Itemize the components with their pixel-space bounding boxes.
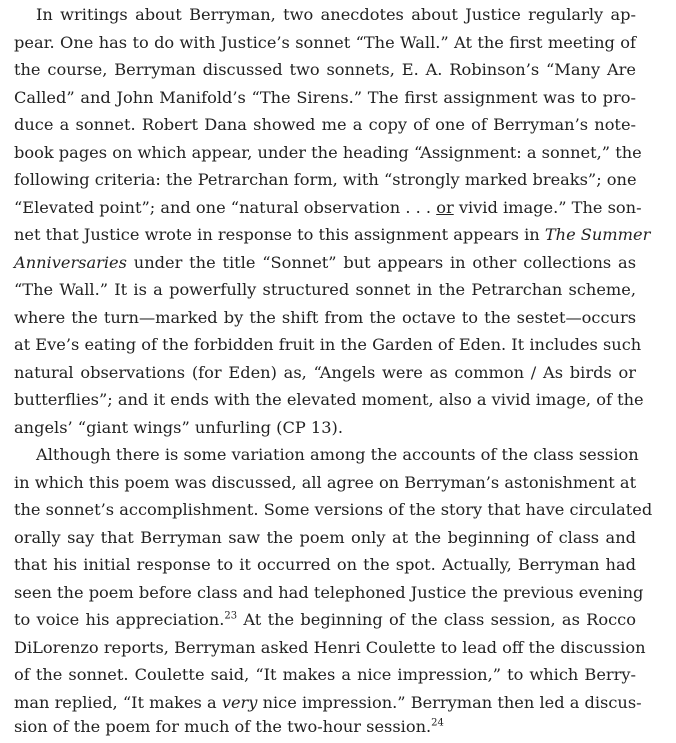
text-line [14,359,636,387]
italic-text: very [221,693,258,712]
text-run: angels’ “giant wings” unfurling (CP 13). [14,418,343,437]
text-run: In writings about Berryman, two anecdotes about Justice regularly ap- [36,5,636,24]
footnote-marker: 24 [431,717,444,729]
text-line [14,276,636,304]
text-run: to voice his appreciation. [14,610,225,629]
text-line [14,634,646,662]
text-line [14,29,636,57]
text-line [14,713,636,741]
text-run: where the turn—marked by the shift from the octave to the sestet—occurs [14,308,636,327]
underlined-text: or [436,198,454,217]
text-run: net that Justice wrote in response to this assignment appears in [14,225,545,244]
text-run: orally say that Berryman saw the poem only at the beginning of class and [14,528,636,547]
text-run: “Elevated point”; and one “natural observation . . . [14,198,437,217]
text-line [14,551,636,579]
text-run: butterflies”; and it ends with the elevated moment, also a vivid image, of the [14,390,644,409]
text-line [14,496,653,524]
footnote-marker: 23 [224,610,238,622]
text-line [14,84,636,112]
text-line [14,304,636,332]
text-line [14,606,636,634]
text-line [36,1,636,29]
text-line [14,469,636,497]
italic-text: Anniversaries [14,253,127,272]
text-line [14,386,644,414]
text-run: of the sonnet. Coulette said, “It makes a nice impression,” to which Berry- [14,665,636,684]
text-run: under the title “Sonnet” but appears in other collections as [126,253,636,272]
text-line [14,166,636,194]
text-line [14,414,636,442]
text-run: DiLorenzo reports, Berryman asked Henri Coulette to lead off the discussion [14,638,646,657]
text-run: pear. One has to do with Justice’s sonnet “The Wall.” At the first meeting of [14,33,636,52]
text-run: at Eve’s eating of the forbidden fruit in the Garden of Eden. It includes such [14,335,642,354]
text-line [14,249,636,277]
text-line [14,579,644,607]
text-line [14,111,636,139]
text-run: in which this poem was discussed, all agree on Berryman’s astonishment at [14,473,637,492]
text-run: “The Wall.” It is a powerfully structured sonnet in the Petrarchan scheme, [14,280,636,299]
text-run: seen the poem before class and had telephoned Justice the previous evening [14,583,644,602]
text-line [14,331,642,359]
text-line [14,524,636,552]
italic-text: The Summer [544,225,651,244]
text-line [36,441,639,469]
text-run: that his initial response to it occurred on the spot. Actually, Berryman had [14,555,636,574]
text-run: the sonnet’s accomplishment. Some versions of the story that have circulated [14,500,653,519]
text-run: At the beginning of the class session, as Rocco [237,610,636,629]
text-run: man replied, “It makes a [14,693,222,712]
text-line [14,56,636,84]
text-run: the course, Berryman discussed two sonnets, E. A. Robinson’s “Many Are [14,60,636,79]
text-run: vivid image.” The son- [453,198,642,217]
text-run: following criteria: the Petrarchan form, with “strongly marked breaks”; one [14,170,637,189]
text-line [14,194,642,222]
text-line [14,139,642,167]
text-run: Called” and John Manifold’s “The Sirens.” The first assignment was to pro- [14,88,636,107]
text-run: book pages on which appear, under the heading “Assignment: a sonnet,” the [14,143,642,162]
text-line [14,661,636,689]
text-run: duce a sonnet. Robert Dana showed me a copy of one of Berryman’s note- [14,115,636,134]
text-run: sion of the poem for much of the two-hour session. [14,717,432,736]
text-run: Although there is some variation among the accounts of the class session [36,445,639,464]
text-line [14,221,651,249]
text-run: natural observations (for Eden) as, “Angels were as common / As birds or [14,363,636,382]
text-run: nice impression.” Berryman then led a discus- [257,693,642,712]
